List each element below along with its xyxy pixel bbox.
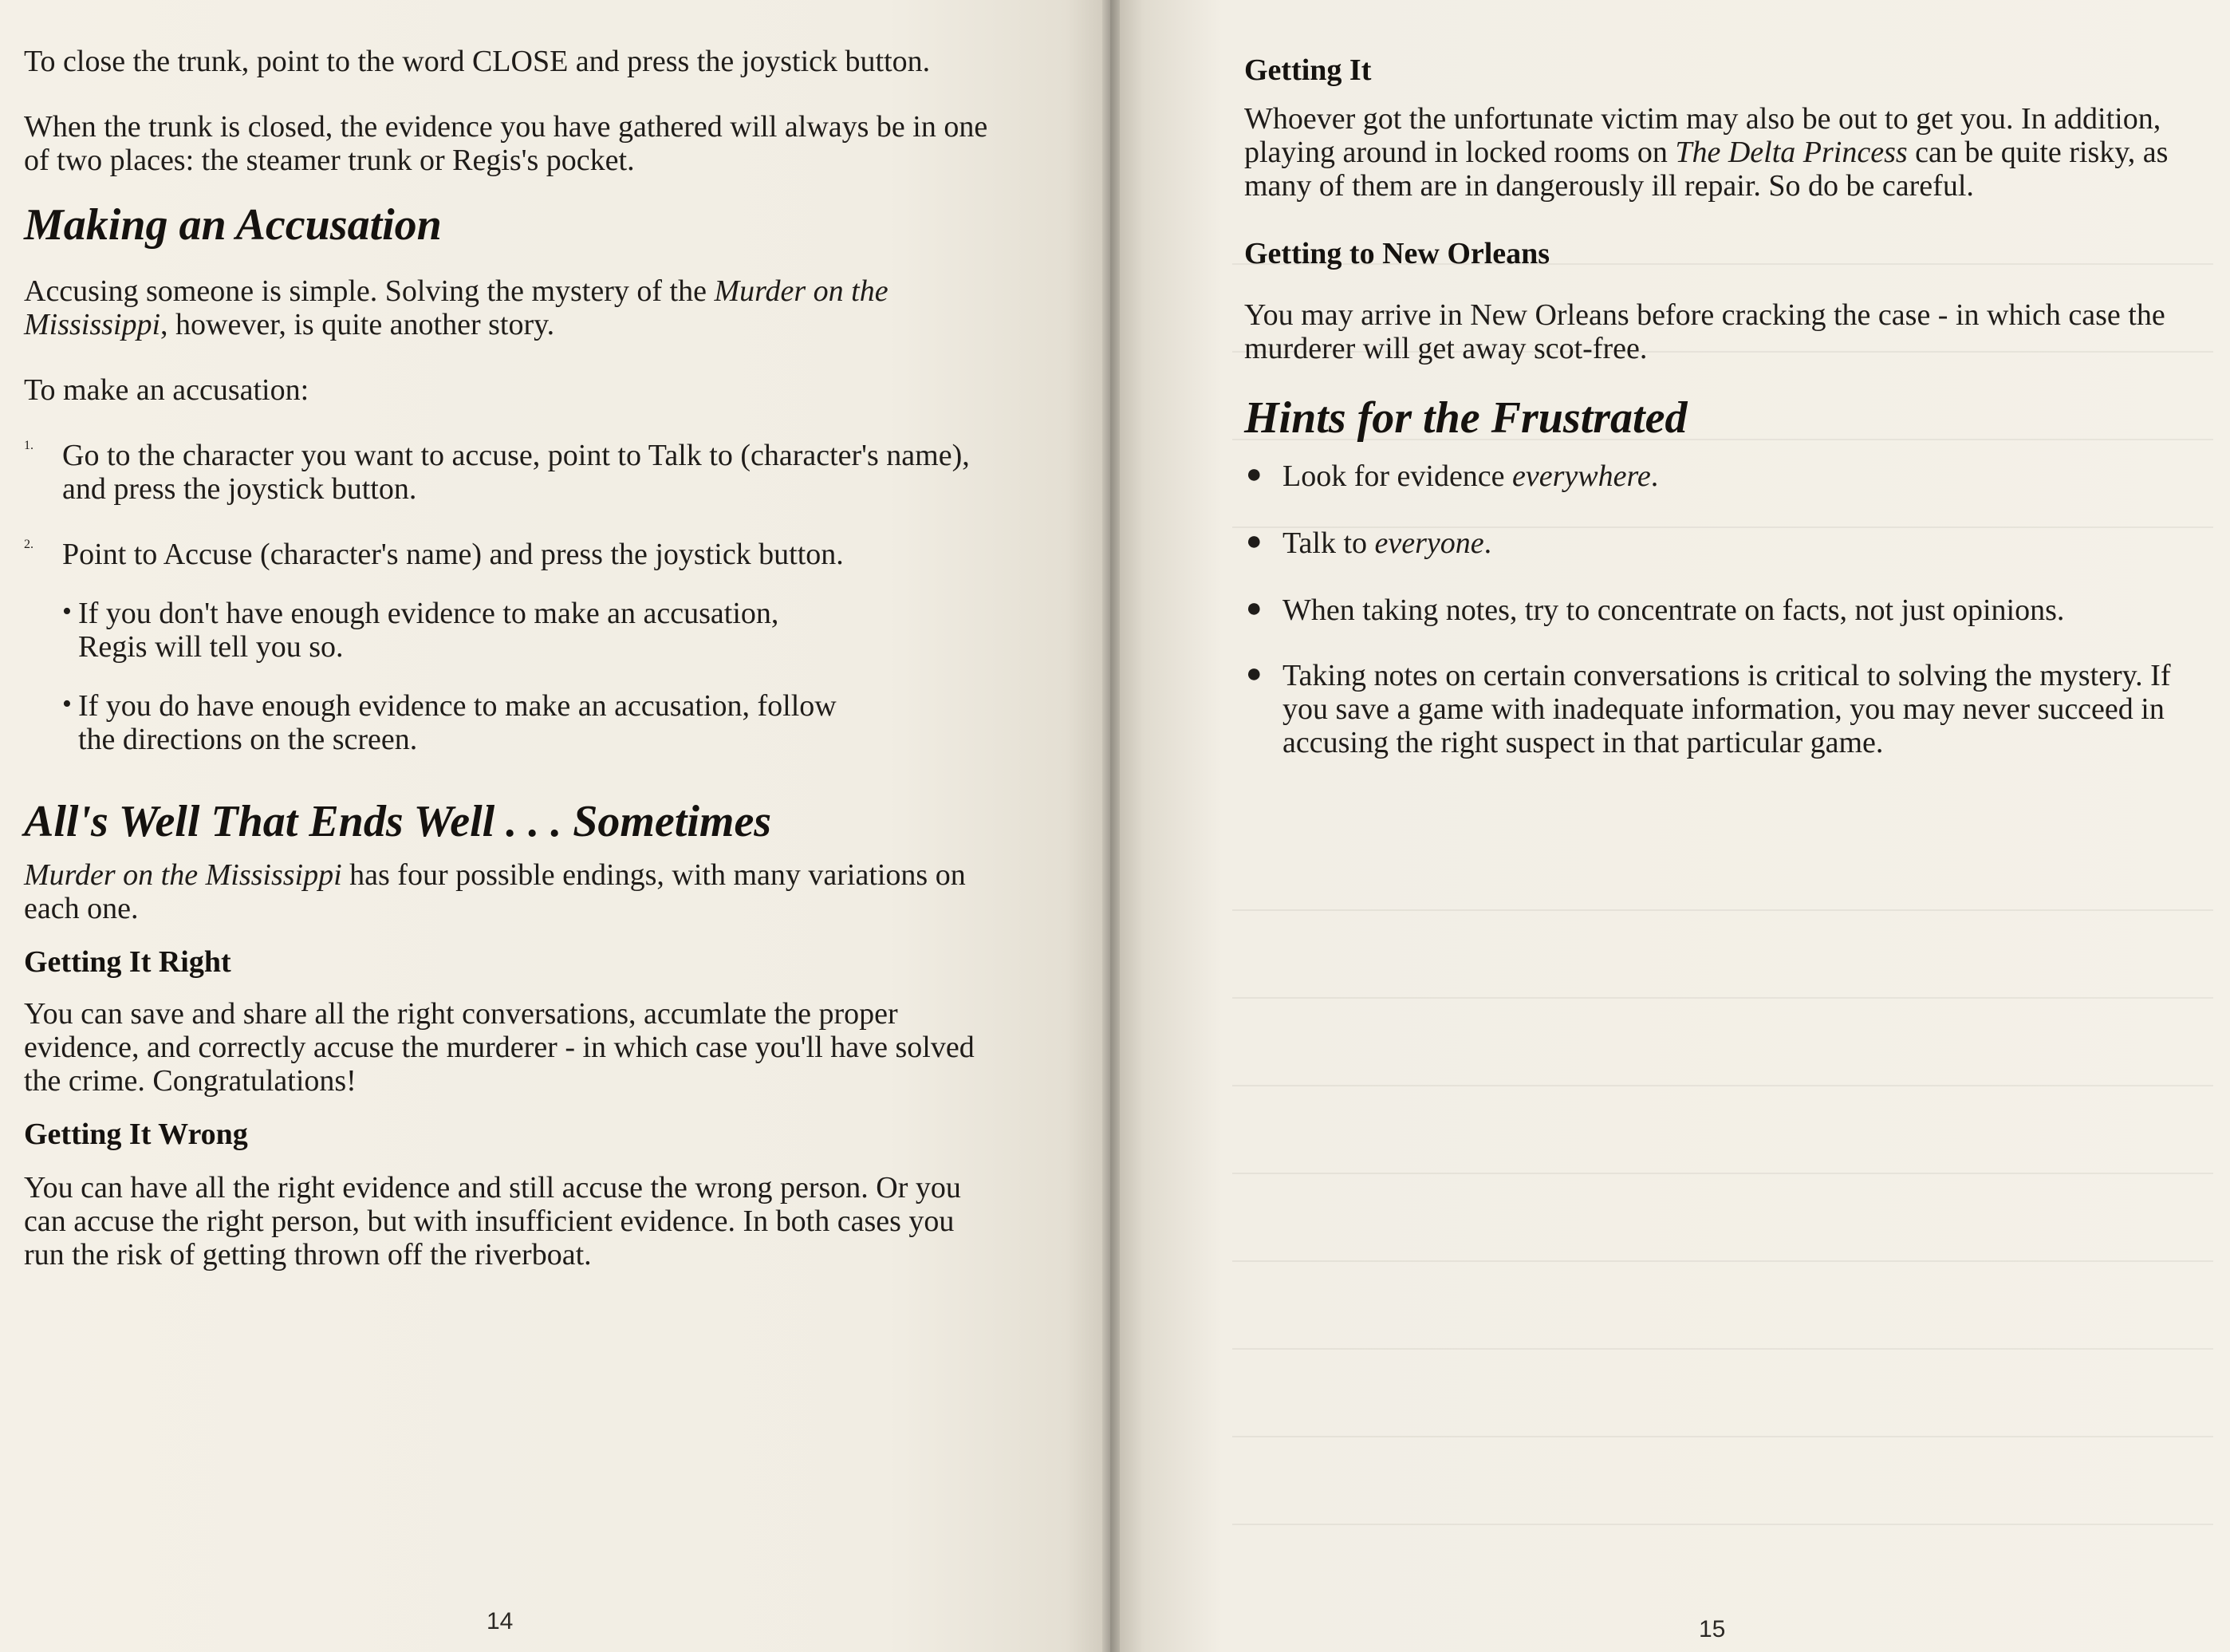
bullet-dot: • bbox=[62, 689, 72, 719]
step-text: Point to Accuse (character's name) and press the joystick button. bbox=[62, 538, 844, 571]
step-number: 2. bbox=[24, 538, 33, 551]
endings-text: has four possible endings, with many variations on each one. bbox=[24, 858, 966, 925]
close-trunk-paragraph: To close the trunk, point to the word CLOSE and press the joystick button. bbox=[24, 45, 931, 78]
bullet-dot: ● bbox=[1246, 593, 1263, 623]
step-number: 1. bbox=[24, 439, 33, 452]
heading-hints: Hints for the Frustrated bbox=[1244, 393, 1688, 443]
right-page-content bbox=[1244, 53, 2193, 759]
endings-game-title: Murder on the Mississippi bbox=[24, 858, 342, 892]
hint-item bbox=[1244, 526, 2193, 560]
bullet-dot: ● bbox=[1246, 459, 1263, 489]
hint-text: Taking notes on certain conversations is critical to solving the mystery. If you save a game with inadequate information, you may never succeed in accusing the right suspect in that particular game. bbox=[1282, 659, 2171, 759]
hint-text-end: . bbox=[1650, 459, 1659, 493]
left-page-content bbox=[24, 45, 1001, 1272]
page-number-right: 15 bbox=[1699, 1616, 1726, 1642]
hint-text-end: . bbox=[1483, 526, 1492, 560]
heading-getting-to-new-orleans: Getting to New Orleans bbox=[1244, 237, 1550, 270]
book-spine bbox=[1102, 0, 1120, 1652]
bullet-not-enough bbox=[24, 597, 1001, 664]
new-orleans-paragraph: You may arrive in New Orleans before cracking the case - in which case the murderer will get away scot-free. bbox=[1244, 298, 2165, 365]
bullet-text-line1: If you do have enough evidence to make an accusation, follow bbox=[78, 689, 837, 723]
hint-item bbox=[1244, 459, 2193, 493]
bullet-text-line2: Regis will tell you so. bbox=[78, 630, 344, 664]
to-make-accusation-label: To make an accusation: bbox=[24, 373, 309, 407]
step-1 bbox=[24, 439, 1001, 506]
hint-text-start: Look for evidence bbox=[1282, 459, 1513, 493]
bullet-text-line1: If you don't have enough evidence to make an accusation, bbox=[78, 597, 779, 630]
accusing-text-end: , however, is quite another story. bbox=[160, 308, 555, 341]
hint-text bbox=[1282, 526, 1491, 560]
heading-making-accusation: Making an Accusation bbox=[24, 200, 442, 250]
hint-item bbox=[1244, 659, 2193, 759]
trunk-closed-paragraph: When the trunk is closed, the evidence you have gathered will always be in one of two places: the steamer trunk or Regis's pocket. bbox=[24, 110, 988, 177]
endings-paragraph bbox=[24, 858, 1001, 925]
bullet-dot: ● bbox=[1246, 659, 1263, 688]
heading-alls-well: All's Well That Ends Well . . . Sometimes bbox=[24, 797, 772, 846]
bullet-dot: • bbox=[62, 597, 72, 626]
hint-text bbox=[1282, 459, 1658, 493]
step-text: Go to the character you want to accuse, point to Talk to (character's name), and press the joystick button. bbox=[62, 439, 970, 506]
heading-getting-it-right: Getting It Right bbox=[24, 945, 231, 979]
hint-emphasis: everyone bbox=[1374, 526, 1484, 560]
bullet-dot: ● bbox=[1246, 526, 1263, 556]
accusing-text-start: Accusing someone is simple. Solving the mystery of the bbox=[24, 274, 715, 308]
hint-item bbox=[1244, 593, 2193, 627]
heading-getting-it-wrong: Getting It Wrong bbox=[24, 1118, 248, 1151]
getting-it-text-end: can be quite risky, as many of them are in dangerously ill repair. So do be careful. bbox=[1244, 136, 2169, 203]
bullet-text-line2: the directions on the screen. bbox=[78, 723, 418, 756]
accusing-paragraph bbox=[24, 274, 1001, 341]
step-2 bbox=[24, 538, 1001, 571]
heading-getting-it: Getting It bbox=[1244, 53, 1372, 87]
page-number-left: 14 bbox=[487, 1608, 514, 1634]
accusing-game-title: Murder on the Mississippi bbox=[24, 274, 888, 341]
boat-name: The Delta Princess bbox=[1675, 136, 1908, 169]
getting-it-text-start: Whoever got the unfortunate victim may also be out to get you. In addition, playing around in locked rooms on bbox=[1244, 102, 2161, 169]
hint-emphasis: everywhere bbox=[1512, 459, 1651, 493]
getting-it-wrong-paragraph: You can have all the right evidence and still accuse the wrong person. Or you can accuse the right person, but with insufficient evidence. In both cases you run the risk of getting thrown off the riverboat. bbox=[24, 1171, 961, 1272]
hint-text-start: Talk to bbox=[1282, 526, 1375, 560]
getting-it-right-paragraph: You can save and share all the right conversations, accumlate the proper evidence, and correctly accuse the murderer - in which case you'll have solved the crime. Congratulations! bbox=[24, 997, 975, 1098]
hint-text: When taking notes, try to concentrate on facts, not just opinions. bbox=[1282, 593, 2065, 627]
bullet-enough bbox=[24, 689, 1001, 756]
getting-it-paragraph bbox=[1244, 102, 2193, 203]
